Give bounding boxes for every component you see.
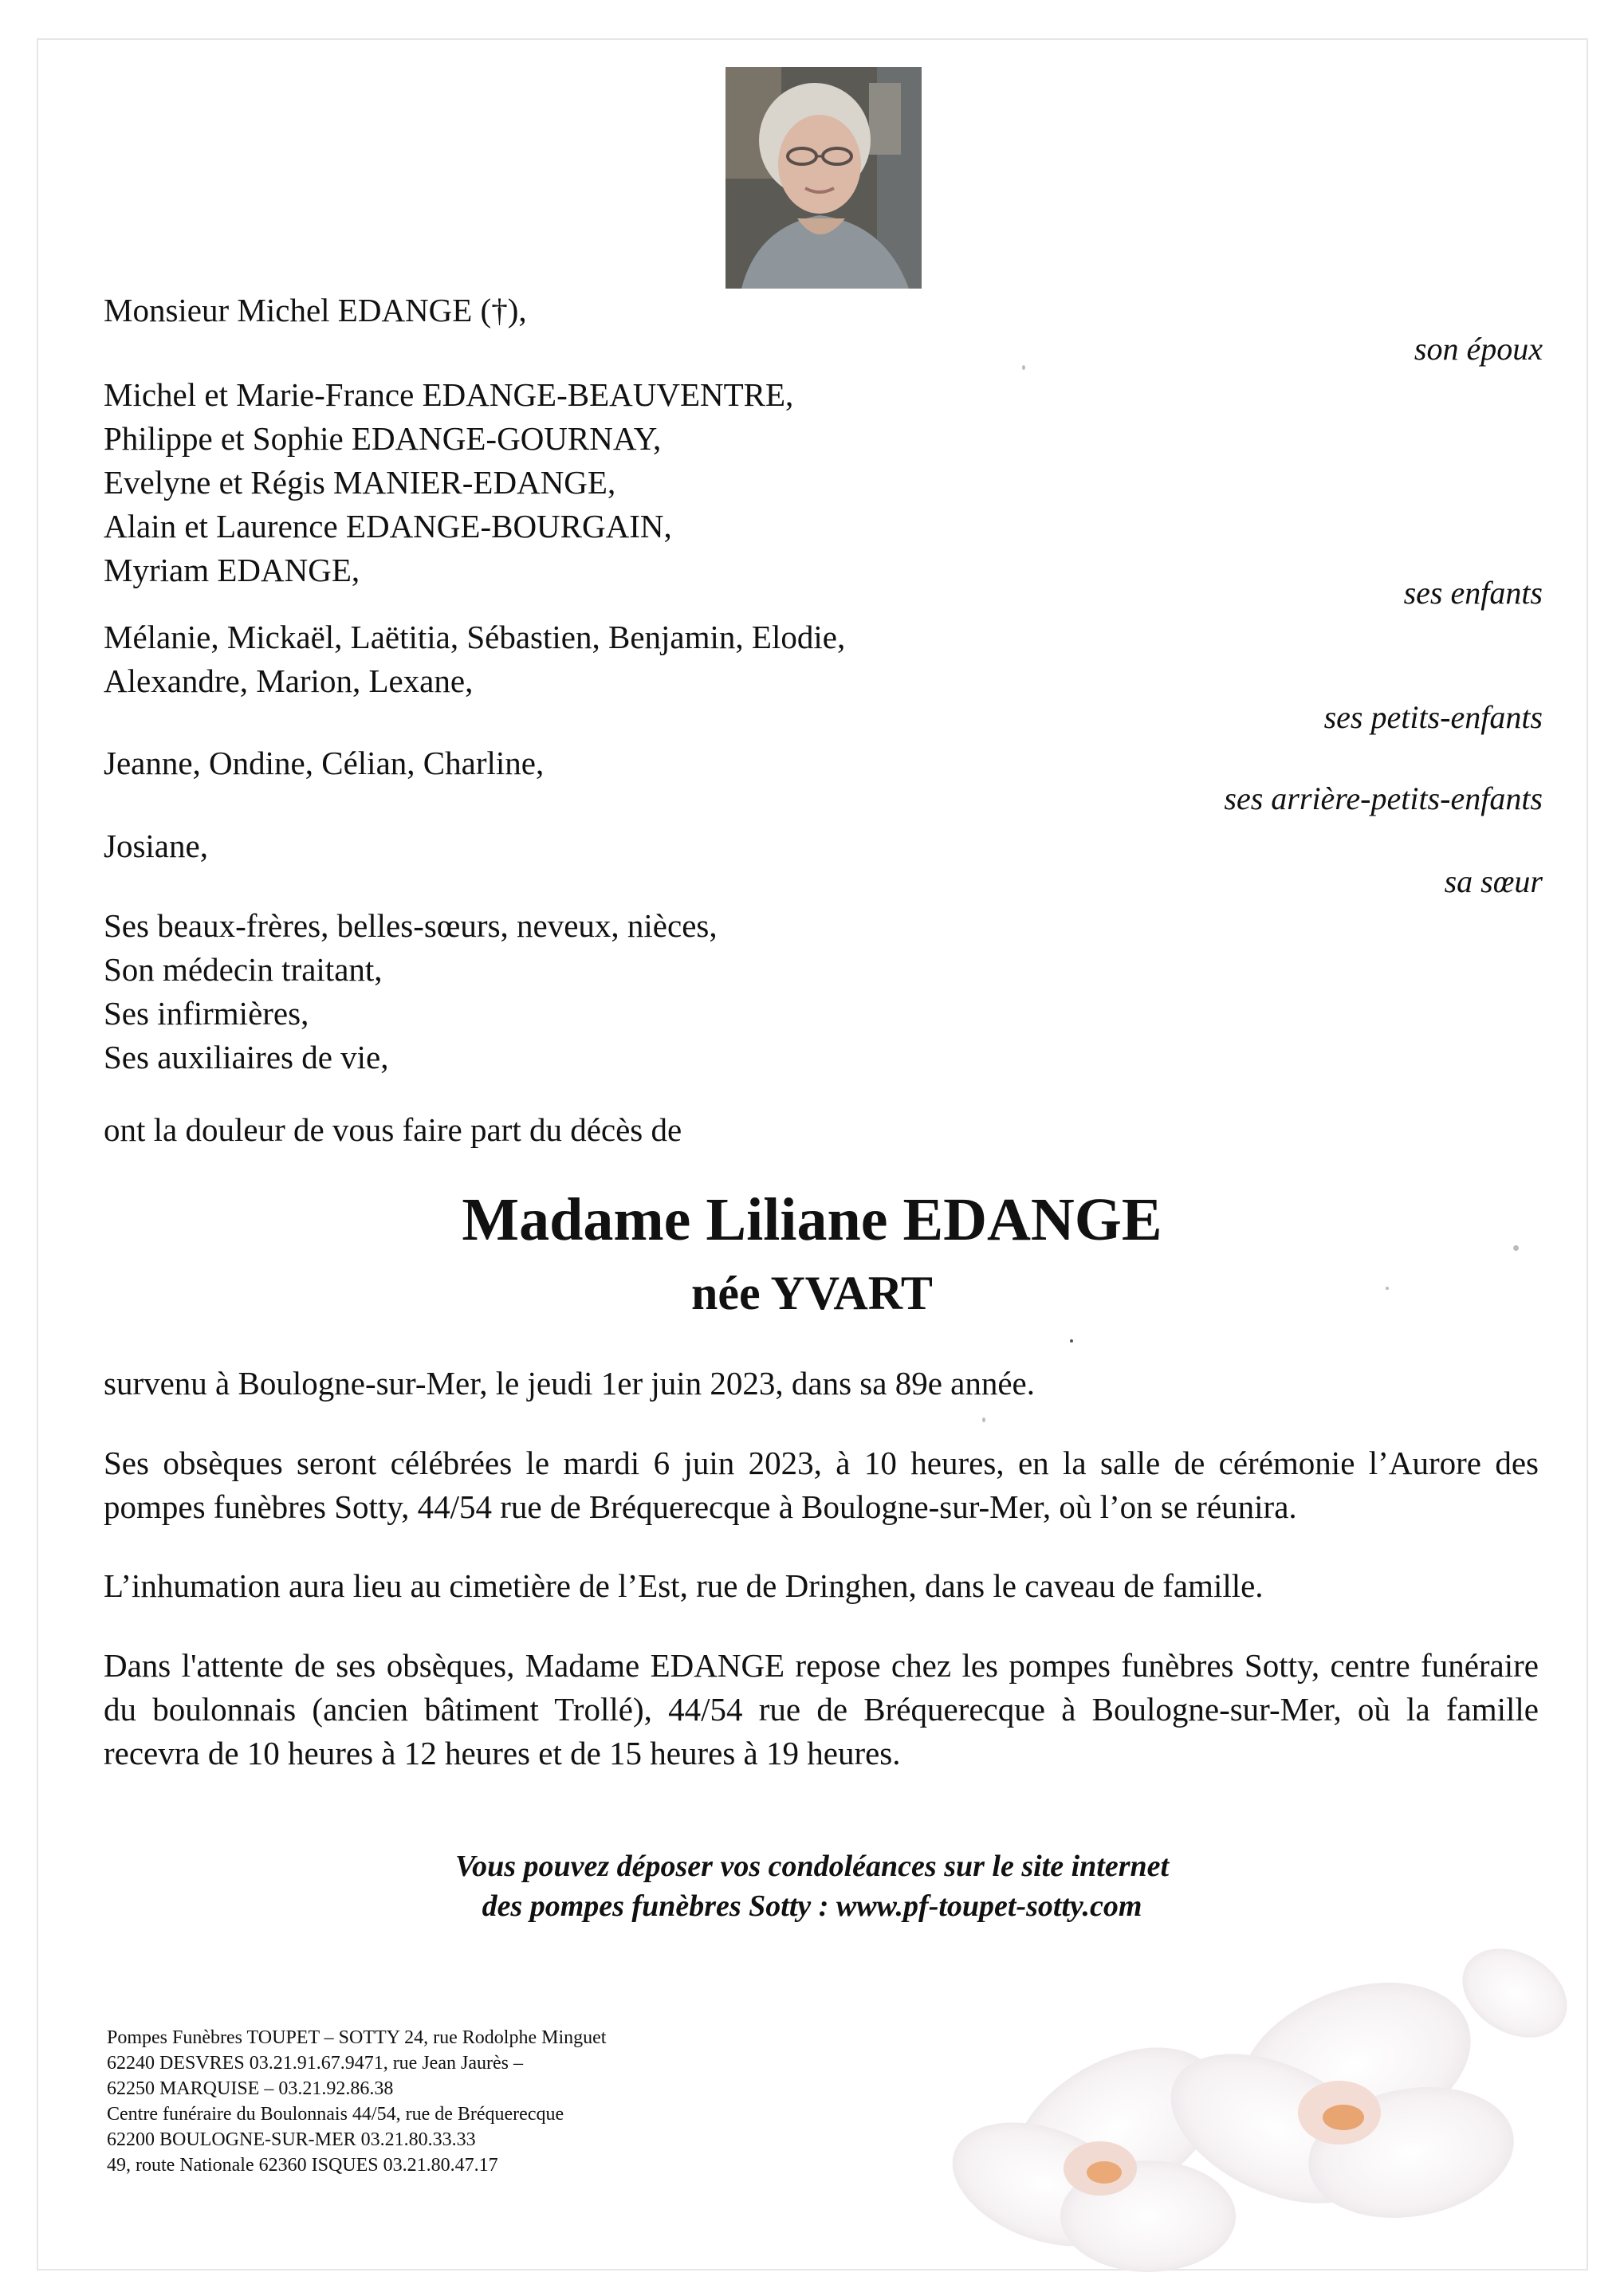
condolences-line: Vous pouvez déposer vos condoléances sur le site internet — [454, 1850, 1170, 1883]
list-item: Son médecin traitant, — [104, 951, 383, 988]
great-grandchildren-line: Jeanne, Ondine, Célian, Charline, — [104, 745, 545, 781]
death-paragraph: survenu à Boulogne-sur-Mer, le jeudi 1er juin 2023, dans sa 89e année. — [104, 1365, 1035, 1402]
list-item: Alexandre, Marion, Lexane, — [104, 662, 474, 699]
role-children: ses enfants — [1403, 575, 1543, 611]
footer-line: Pompes Funèbres TOUPET – SOTTY 24, rue Rodolphe Minguet — [107, 2027, 607, 2048]
maiden-name: née YVART — [691, 1267, 933, 1319]
funeral-home-footer — [107, 2025, 606, 2178]
role-grandchildren: ses petits-enfants — [1323, 699, 1543, 735]
scan-speck — [982, 1417, 985, 1422]
footer-line: 62240 DESVRES 03.21.91.67.9471, rue Jean Jaurès – — [107, 2053, 523, 2074]
scan-speck — [1386, 1287, 1389, 1290]
list-item: Ses auxiliaires de vie, — [104, 1039, 389, 1075]
footer-line: Centre funéraire du Boulonnais 44/54, rue de Bréquerecque — [107, 2104, 564, 2125]
list-item: Ses infirmières, — [104, 995, 309, 1032]
condolences-website-line: des pompes funèbres Sotty : www.pf-toupet-sotty.com — [482, 1889, 1142, 1923]
list-item: Mélanie, Mickaël, Laëtitia, Sébastien, Benjamin, Elodie, — [104, 619, 846, 655]
funeral-paragraph: Ses obsèques seront célébrées le mardi 6 juin 2023, à 10 heures, en la salle de cérémonie l’Aurore des pompes funèbres Sotty, 44/54 rue de Bréquerecque à Boulogne-sur-Mer, où l’on se réunira. — [104, 1445, 1539, 1525]
list-item: Evelyne et Régis MANIER-EDANGE, — [104, 464, 616, 501]
announcement-line: ont la douleur de vous faire part du décès de — [104, 1111, 682, 1148]
scan-speck — [1070, 1339, 1073, 1343]
list-item: Philippe et Sophie EDANGE-GOURNAY, — [104, 420, 662, 457]
scan-speck — [1513, 1245, 1519, 1251]
deceased-name: Madame Liliane EDANGE — [462, 1186, 1162, 1253]
list-item: Myriam EDANGE, — [104, 552, 360, 588]
wake-paragraph: Dans l'attente de ses obsèques, Madame EDANGE repose chez les pompes funèbres Sotty, centre funéraire du boulonnais (ancien bâtiment Trollé), 44/54 rue de Bréquerecque à Boulogne-sur-Mer, où la famille recevra de 10 heures à 12 heures et de 15 heures à 19 heures. — [104, 1647, 1539, 1771]
orchid-flowers-image — [941, 1945, 1587, 2280]
others-list — [104, 904, 718, 1079]
portrait-illustration — [725, 67, 922, 289]
spouse-line: Monsieur Michel EDANGE (†), — [104, 292, 527, 328]
footer-line: 49, route Nationale 62360 ISQUES 03.21.80.47.17 — [107, 2155, 498, 2176]
role-sister: sa sœur — [1444, 863, 1543, 899]
role-great-grandchildren: ses arrière-petits-enfants — [1224, 780, 1543, 816]
portrait-photo — [725, 67, 922, 289]
list-item: Alain et Laurence EDANGE-BOURGAIN, — [104, 508, 672, 545]
scan-speck — [1022, 365, 1025, 370]
role-spouse: son époux — [1414, 331, 1543, 367]
grandchildren-list — [104, 615, 845, 703]
burial-paragraph: L’inhumation aura lieu au cimetière de l’Est, rue de Dringhen, dans le caveau de famille. — [104, 1567, 1264, 1604]
sister-line: Josiane, — [104, 828, 208, 864]
list-item: Michel et Marie-France EDANGE-BEAUVENTRE, — [104, 376, 794, 413]
footer-line: 62250 MARQUISE – 03.21.92.86.38 — [107, 2078, 394, 2099]
list-item: Ses beaux-frères, belles-sœurs, neveux, nièces, — [104, 907, 718, 944]
condolences-block — [0, 1846, 1624, 1926]
children-list — [104, 373, 793, 592]
footer-line: 62200 BOULOGNE-SUR-MER 03.21.80.33.33 — [107, 2129, 476, 2150]
